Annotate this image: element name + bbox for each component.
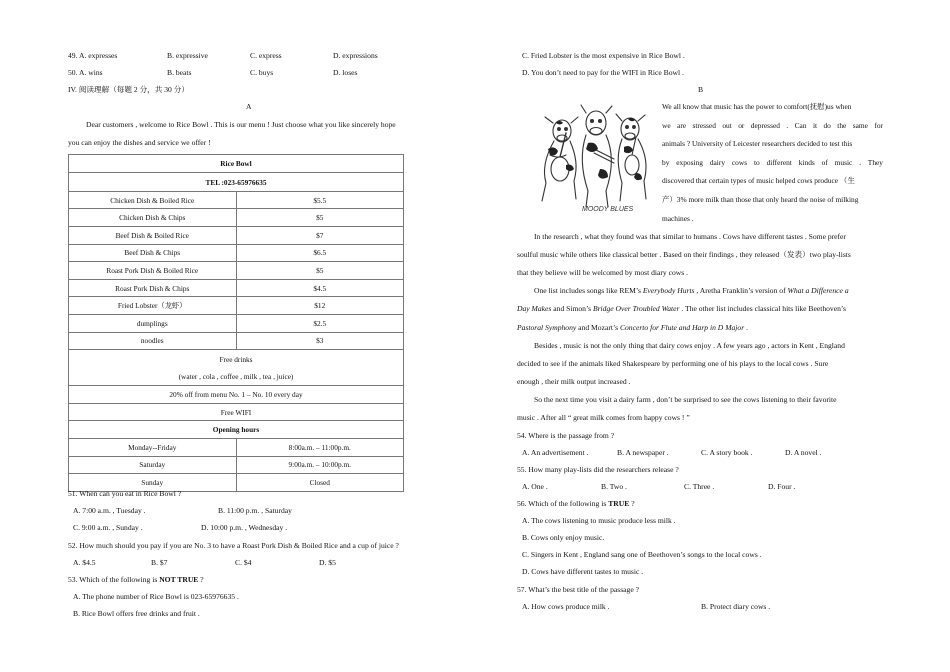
p4-line: decided to see if the animals liked Shakespeare by performing one of his plays to the local cows . Sure	[517, 359, 829, 368]
q54-option-a: A. An advertisement .	[522, 448, 589, 457]
intro-line-2: you can enjoy the dishes and service we offer !	[68, 138, 211, 147]
p4-line: enough , their milk output increased .	[517, 377, 631, 386]
menu-item-price: $5	[236, 209, 404, 227]
menu-item-price: $7	[236, 226, 404, 244]
menu-row	[69, 279, 404, 297]
passage-b-paragraph-1	[662, 98, 883, 228]
menu-row	[69, 314, 404, 332]
p3-text: One list includes songs like REM’s	[534, 286, 643, 295]
p4-line: Besides , music is not the only thing that dairy cows enjoy . A few years ago , actors in Kent , England	[534, 341, 845, 350]
menu-item-price: $5.5	[236, 191, 404, 209]
q55-option-d: D. Four .	[768, 482, 796, 491]
hours-day: Monday--Friday	[69, 438, 237, 456]
q52-stem: 52. How much should you pay if you are No. 3 to have a Roast Pork Dish & Boiled Rice and a cup of juice ?	[68, 541, 399, 550]
q50-option-b: B. beats	[167, 68, 192, 77]
menu-item-price: $12	[236, 297, 404, 315]
q57-option-b: B. Protect diary cows .	[701, 602, 771, 611]
menu-item-name: Fried Lobster（龙虾）	[69, 297, 237, 315]
q55-stem: 55. How many play-lists did the researchers release ?	[517, 465, 679, 474]
menu-item-price: $6.5	[236, 244, 404, 262]
q52-option-d: D. $5	[319, 558, 336, 567]
menu-title: Rice Bowl	[69, 155, 404, 173]
menu-row	[69, 332, 404, 350]
p3-text: . The other list includes classical hits like Beethoven’s	[679, 304, 846, 313]
p1-line: animals ? University of Leicester researchers decided to test this	[662, 139, 853, 149]
hours-day: Saturday	[69, 456, 237, 474]
p3-text: , Aretha Franklin’s version of	[694, 286, 788, 295]
menu-tel: TEL :023-65976635	[69, 173, 404, 191]
q56-stem-emphasis: TRUE	[608, 499, 630, 508]
menu-item-name: Roast Pork Dish & Boiled Rice	[69, 262, 237, 280]
menu-item-name: Beef Dish & Boiled Rice	[69, 226, 237, 244]
q50-option-c: C. buys	[250, 68, 274, 77]
song-title: What a Difference a	[787, 286, 849, 295]
q55-option-c: C. Three .	[684, 482, 715, 491]
p5-line: So the next time you visit a dairy farm , don’t be surprised to see the cows listening to their favorite	[534, 395, 837, 404]
hours-time: Closed	[236, 474, 404, 492]
q51-stem: 51. When can you eat in Rice Bowl ?	[68, 489, 182, 498]
q49-option-c: C. express	[250, 51, 282, 60]
hours-row	[69, 456, 404, 474]
q51-option-a: A. 7:00 a.m. , Tuesday .	[73, 506, 146, 515]
p1-line: machines .	[662, 213, 694, 223]
menu-item-price: $5	[236, 262, 404, 280]
intro-line-1: Dear customers , welcome to Rice Bowl . This is our menu ! Just choose what you like sincerely hope	[86, 120, 396, 129]
q56-option-b: B. Cows only enjoy music.	[522, 533, 605, 542]
p1-line: we are stressed out or depressed . Can it do the same for	[662, 120, 883, 130]
section-heading: IV. 阅读理解（每题 2 分，共 30 分）	[68, 85, 189, 94]
menu-row	[69, 262, 404, 280]
q50-option-a: 50. A. wins	[68, 68, 103, 77]
q53-stem-end: ?	[198, 575, 204, 584]
q56-stem	[517, 499, 635, 509]
q53-option-a: A. The phone number of Rice Bowl is 023-65976635 .	[73, 592, 239, 601]
q49-option-d: D. expressions	[333, 51, 378, 60]
opening-hours-title: Opening hours	[69, 421, 404, 439]
q57-stem: 57. What’s the best title of the passage ?	[517, 585, 639, 594]
song-title: Pastoral Symphony	[517, 323, 577, 332]
menu-item-name: Roast Pork Dish & Chips	[69, 279, 237, 297]
menu-table	[68, 154, 404, 492]
p1-line: We all know that music has the power to comfort(抚慰)us when	[662, 102, 852, 111]
p3-text: and Mozart’s	[576, 323, 620, 332]
q51-option-b: B. 11:00 p.m. , Saturday	[218, 506, 292, 515]
q53-option-c: C. Fried Lobster is the most expensive in Rice Bowl .	[522, 51, 685, 60]
q51-option-d: D. 10:00 p.m. , Wednesday .	[201, 523, 288, 532]
q50-option-d: D. loses	[333, 68, 358, 77]
q54-option-d: D. A novel .	[785, 448, 822, 457]
menu-row	[69, 209, 404, 227]
menu-item-price: $3	[236, 332, 404, 350]
passage-a-label: A	[246, 102, 252, 111]
p3-line-3	[517, 323, 748, 333]
q56-option-d: D. Cows have different tastes to music .	[522, 567, 644, 576]
q54-option-c: C. A story book .	[701, 448, 753, 457]
q56-option-a: A. The cows listening to music produce less milk .	[522, 516, 676, 525]
song-title: Bridge Over Troubled Water	[592, 304, 680, 313]
q49-option-a: 49. A. expresses	[68, 51, 118, 60]
song-title: Everybody Hurts	[642, 286, 695, 295]
menu-row	[69, 226, 404, 244]
p1-line: by exposing dairy cows to different kinds of music . They	[662, 157, 883, 167]
menu-row	[69, 191, 404, 209]
image-caption: MOODY BLUES	[582, 206, 634, 213]
p1-line: 产）3% more milk than those that only heard the noise of milking	[662, 194, 859, 204]
menu-item-name: Chicken Dish & Boiled Rice	[69, 191, 237, 209]
cows-music-illustration	[536, 103, 654, 215]
menu-row	[69, 297, 404, 315]
q55-option-a: A. One .	[522, 482, 548, 491]
p2-line: soulful music while others like classical better . Based on their findings , they released（发表）two play-lists	[517, 250, 851, 259]
song-title: Day Makes	[517, 304, 552, 313]
menu-item-name: dumplings	[69, 314, 237, 332]
menu-item-name: Chicken Dish & Chips	[69, 209, 237, 227]
p2-line: that they believe will be welcomed by most diary cows .	[517, 268, 689, 277]
q51-option-c: C. 9:00 a.m. , Sunday .	[73, 523, 143, 532]
passage-b-label: B	[698, 85, 704, 94]
p3-line-1	[534, 286, 849, 296]
p3-text: .	[744, 323, 748, 332]
hours-row	[69, 438, 404, 456]
menu-row	[69, 244, 404, 262]
q56-option-c: C. Singers in Kent , England sang one of Beethoven’s songs to the local cows .	[522, 550, 762, 559]
q49-option-b: B. expressive	[167, 51, 208, 60]
hours-time: 9:00a.m. – 10:00p.m.	[236, 456, 404, 474]
q54-option-b: B. A newspaper .	[617, 448, 669, 457]
q56-stem-text: 56. Which of the following is	[517, 499, 609, 508]
q53-stem-emphasis: NOT TRUE	[159, 575, 199, 584]
hours-time: 8:00a.m. – 11:00p.m.	[236, 438, 404, 456]
menu-item-name: noodles	[69, 332, 237, 350]
wifi-note: Free WIFI	[69, 403, 404, 421]
q53-stem	[68, 575, 204, 585]
p5-line: music . After all “ great milk comes from happy cows ! ”	[517, 413, 690, 422]
q55-option-b: B. Two .	[601, 482, 627, 491]
free-drinks-cell	[69, 350, 404, 386]
q53-option-b: B. Rice Bowl offers free drinks and fruit .	[73, 609, 200, 618]
q53-option-d: D. You don’t need to pay for the WIFI in Rice Bowl .	[522, 68, 684, 77]
q52-option-a: A. $4.5	[73, 558, 96, 567]
drinks-list: (water , cola , coffee , milk , tea , juice)	[178, 371, 294, 381]
song-title: Concerto for Flute and Harp in D Major	[619, 323, 745, 332]
free-drinks-label: Free drinks	[219, 354, 253, 364]
p2-line: In the research , what they found was that similar to humans . Cows have different tastes . Some prefer	[534, 232, 846, 241]
menu-item-price: $4.5	[236, 279, 404, 297]
p3-text: and Simon’s	[551, 304, 593, 313]
menu-item-price: $2.5	[236, 314, 404, 332]
q53-stem-text: 53. Which of the following is	[68, 575, 160, 584]
p3-line-2	[517, 304, 846, 314]
p1-line: discovered that certain types of music helped cows produce （生	[662, 176, 855, 186]
q52-option-c: C. $4	[235, 558, 252, 567]
hours-day: Sunday	[69, 474, 237, 492]
menu-item-name: Beef Dish & Chips	[69, 244, 237, 262]
q52-option-b: B. $7	[151, 558, 168, 567]
q56-stem-end: ?	[629, 499, 635, 508]
q57-option-a: A. How cows produce milk .	[522, 602, 610, 611]
q54-stem: 54. Where is the passage from ?	[517, 431, 615, 440]
discount-note: 20% off from menu No. 1 – No. 10 every day	[69, 386, 404, 404]
